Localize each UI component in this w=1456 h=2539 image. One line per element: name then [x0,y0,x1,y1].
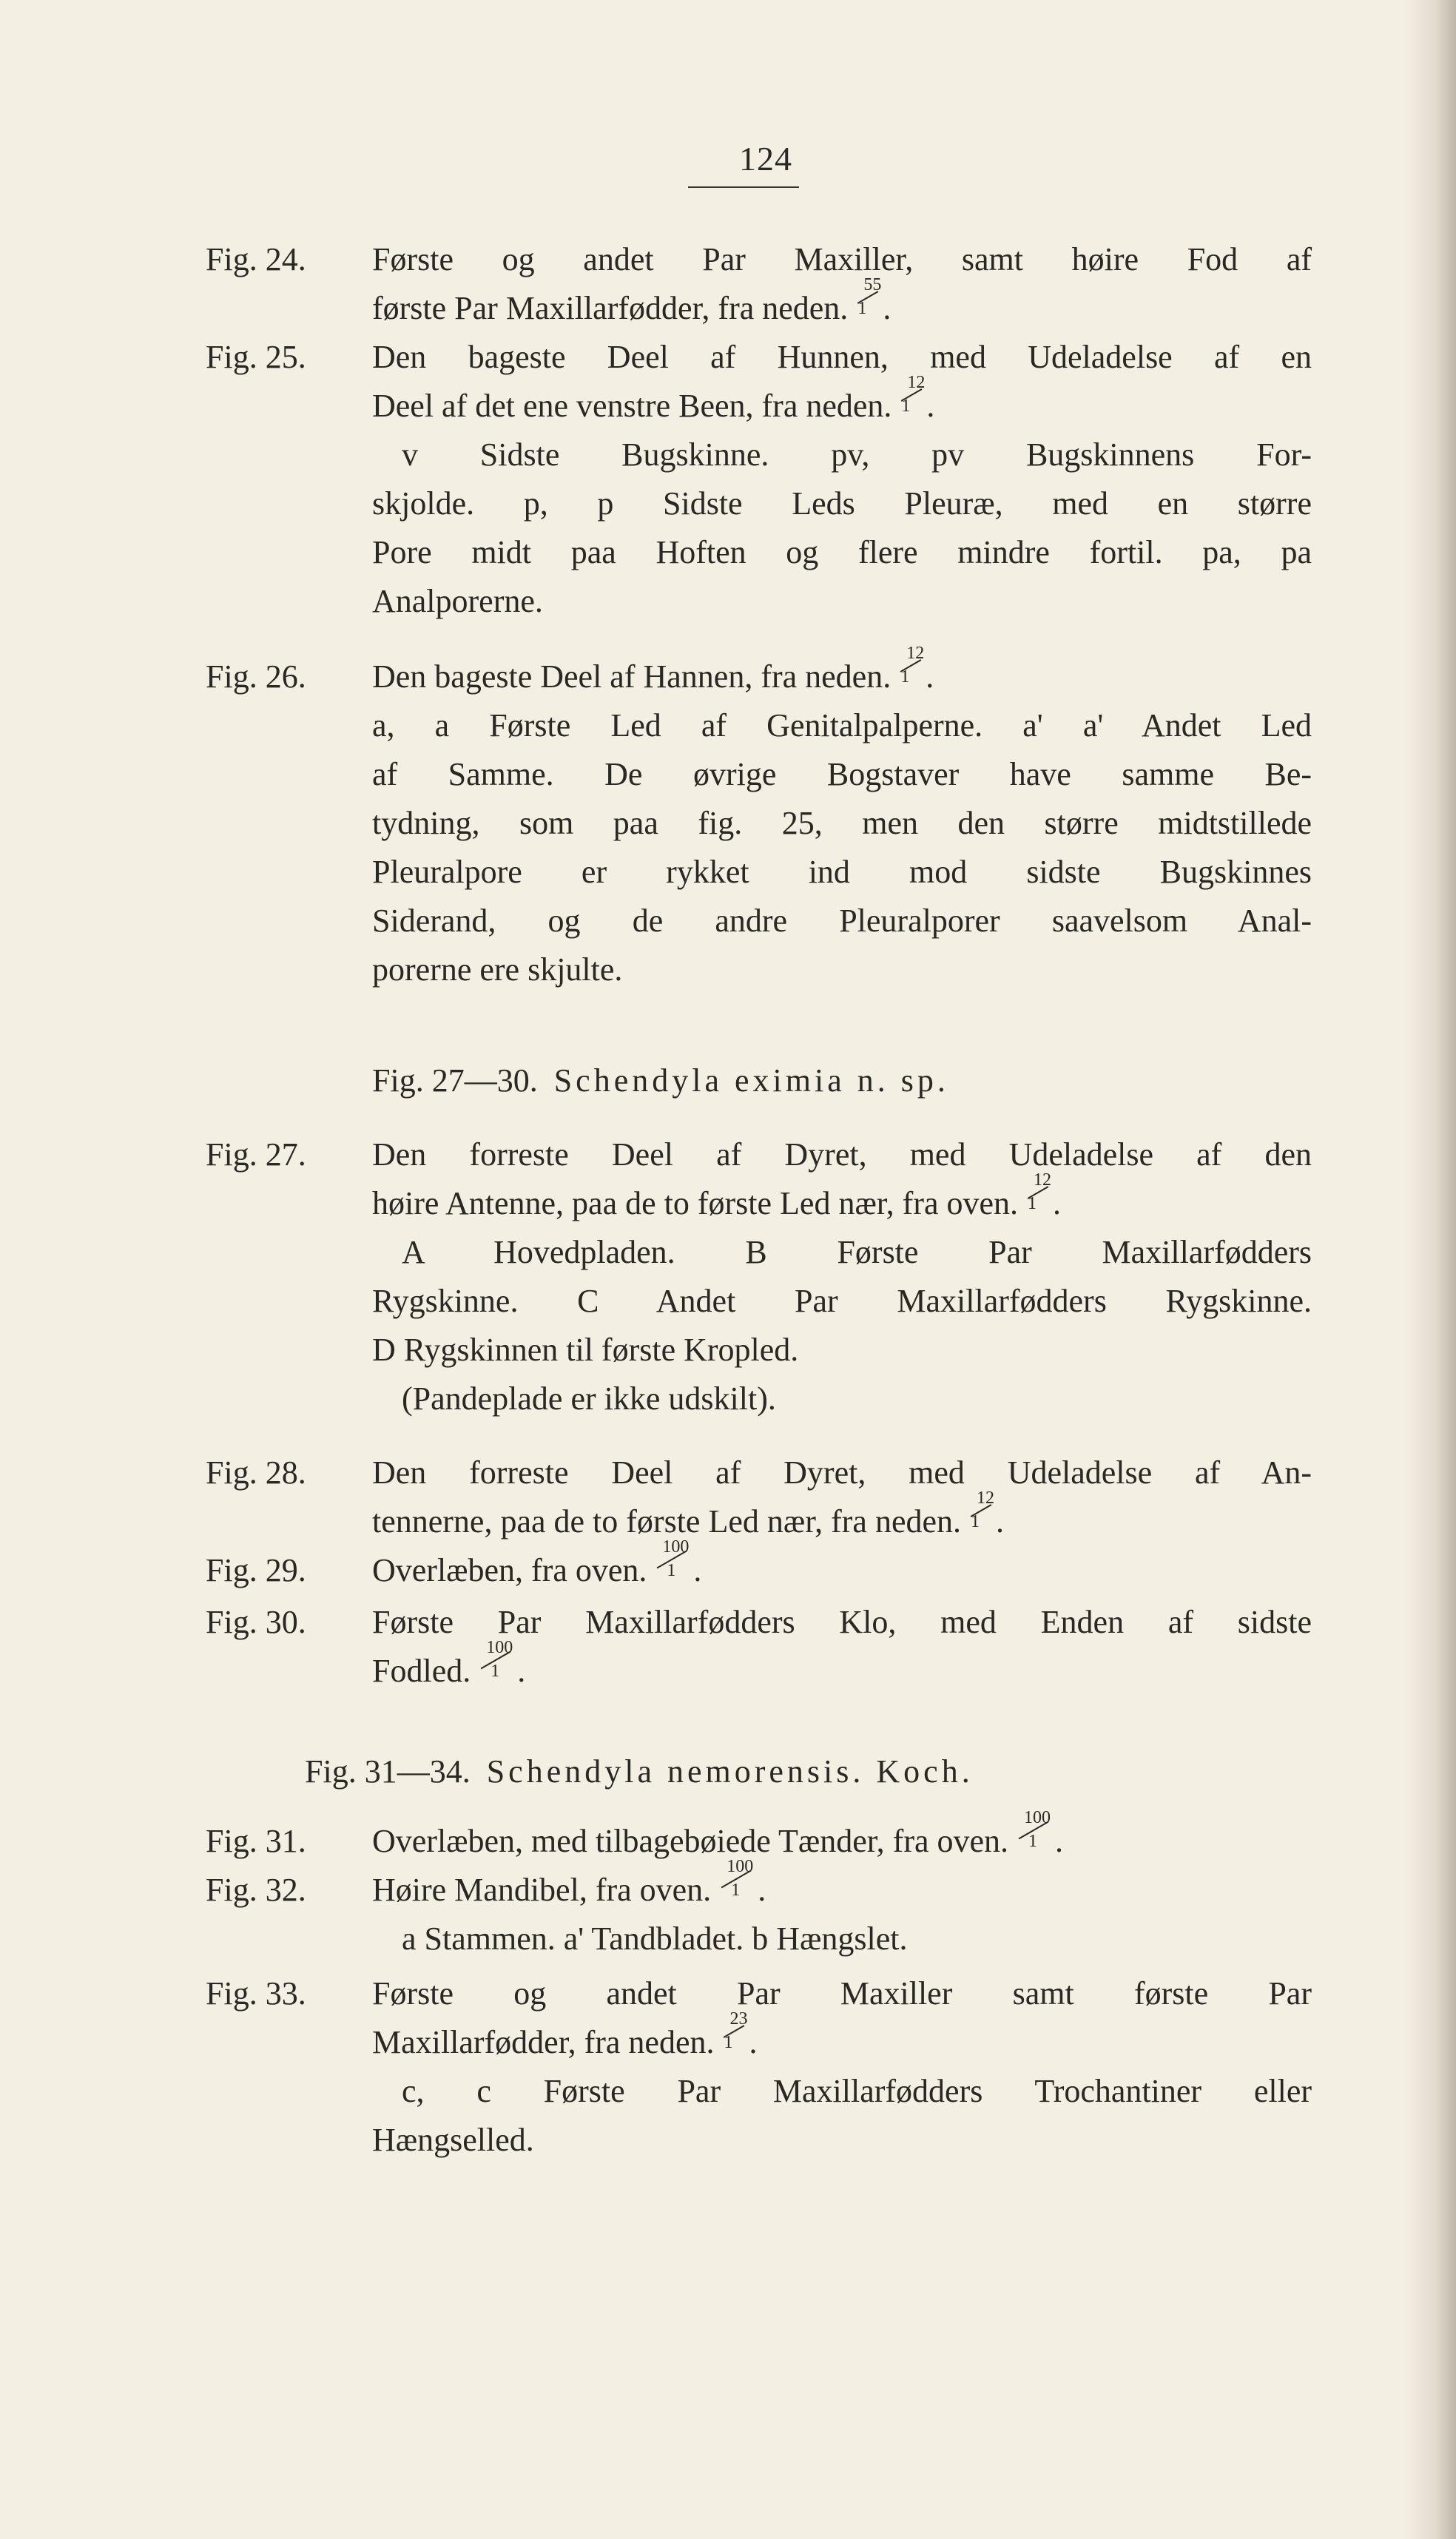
scale-numerator: 100 [486,1638,513,1657]
heading-species-name: Schendyla nemorensis. Koch. [486,1753,974,1790]
caption-line: Deel af det ene venstre Been, fra neden. 12 1 . [372,373,935,424]
caption-line: Analporerne. [372,583,543,619]
scale-denominator: 1 [901,397,911,416]
scale-denominator: 1 [1028,1832,1038,1851]
caption-text: Den bageste Deel af Hannen, fra neden. [372,658,892,695]
section-heading-schendyla-eximia [372,1056,949,1105]
caption-line: første Par Maxillarfødder, fra neden. 55 1 . [372,275,892,326]
caption-line: Første Par Maxillarfødders Klo, med Enden af sidste [372,1604,1312,1640]
caption-line: høire Antenne, paa de to første Led nær, fra oven. 12 1 . [372,1170,1062,1221]
scale-denominator: 1 [491,1662,500,1681]
caption-line: v Sidste Bugskinne. pv, pv Bugskinnens For- [402,436,1312,473]
scale-denominator: 1 [667,1561,676,1580]
figure-label: Fig. 30. [206,1604,306,1640]
scale-fraction [1026,1170,1053,1214]
caption-line: Overlæben, med tilbagebøiede Tænder, fra oven. 100 1 . [372,1808,1064,1859]
figure-caption [372,644,1312,994]
scale-numerator: 100 [662,1537,690,1557]
caption-text: Maxillarfødder, fra neden. [372,2024,715,2060]
heading-figure-range: Fig. 27—30. [372,1062,538,1099]
scale-fraction [1017,1808,1055,1852]
figure-label: Fig. 28. [206,1454,306,1491]
caption-line: Pleuralpore er rykket ind mod sidste Bugskinnes [372,854,1312,890]
figure-caption [372,1808,1312,1866]
caption-line: Hængselled. [372,2122,534,2158]
page-number-rule [688,186,799,188]
figure-label: Fig. 25. [206,339,306,375]
figure-caption [372,235,1312,333]
page-edge-shadow [1404,0,1456,2539]
scale-fraction [655,1537,693,1581]
scale-fraction [900,373,926,417]
caption-text: høire Antenne, paa de to første Led nær, fra oven. [372,1185,1019,1221]
scale-numerator: 55 [863,275,882,294]
caption-line: D Rygskinnen til første Kropled. [372,1332,799,1368]
section-heading-schendyla-nemorensis [305,1747,974,1796]
scale-numerator: 23 [729,2009,748,2029]
caption-line: porerne ere skjulte. [372,951,623,988]
caption-line: Den bageste Deel af Hunnen, med Udeladelse af en [372,339,1312,375]
caption-line: Overlæben, fra oven. 100 1 . [372,1537,702,1588]
caption-text: Overlæben, med tilbagebøiede Tænder, fra oven. [372,1823,1009,1859]
caption-line: Fodled. 100 1 . [372,1638,526,1689]
caption-line: Den forreste Deel af Dyret, med Udeladelse af den [372,1136,1312,1173]
scale-numerator: 100 [1024,1808,1051,1827]
scale-numerator: 12 [977,1488,994,1508]
caption-line: Den bageste Deel af Hannen, fra neden. 12 1 . [372,644,934,695]
caption-line: Første og andet Par Maxiller samt første Par [372,1975,1312,2012]
scale-numerator: 12 [1034,1170,1052,1190]
caption-line: c, c Første Par Maxillarfødders Trochantiner eller [402,2073,1312,2109]
figure-label: Fig. 31. [206,1823,306,1859]
figure-caption [372,1598,1312,1696]
figure-caption [372,1537,1312,1595]
scale-fraction [479,1638,517,1682]
caption-line: Maxillarfødder, fra neden. 23 1 . [372,2009,758,2060]
caption-line: af Samme. De øvrige Bogstaver have samme Be- [372,756,1312,792]
scale-numerator: 12 [906,644,925,663]
caption-line: a, a Første Led af Genitalpalperne. a' a' Andet Led [372,707,1312,744]
scale-denominator: 1 [900,667,910,687]
caption-text: Deel af det ene venstre Been, fra neden. [372,388,892,424]
caption-line: Høire Mandibel, fra oven. 100 1 . [372,1857,766,1908]
figure-label: Fig. 29. [206,1552,306,1588]
caption-text: tennerne, paa de to første Led nær, fra neden. [372,1503,961,1540]
figure-label: Fig. 33. [206,1975,306,2012]
scale-fraction [899,644,926,687]
caption-line: Rygskinne. C Andet Par Maxillarfødders Rygskinne. [372,1283,1312,1319]
scale-fraction [722,2009,749,2053]
heading-species-name: Schendyla eximia n. sp. [553,1062,949,1099]
scale-numerator: 100 [727,1857,754,1876]
scale-fraction [969,1488,996,1532]
scale-denominator: 1 [971,1512,980,1531]
caption-line: A Hovedpladen. B Første Par Maxillarfødders [402,1234,1312,1270]
figure-caption [372,1857,1312,1963]
figure-caption [372,333,1312,626]
caption-line: (Pandeplade er ikke udskilt). [402,1380,776,1417]
scale-numerator: 12 [907,373,926,392]
caption-line: Siderand, og de andre Pleuralporer saavelsom Anal- [372,903,1312,939]
caption-text: første Par Maxillarfødder, fra neden. [372,290,849,326]
heading-figure-range: Fig. 31—34. [305,1753,471,1790]
caption-line: tydning, som paa fig. 25, men den større midtstillede [372,805,1312,841]
caption-line: skjolde. p, p Sidste Leds Pleuræ, med en større [372,485,1312,522]
caption-line: Første og andet Par Maxiller, samt høire Fod af [372,241,1312,277]
caption-line: Pore midt paa Hoften og flere mindre fortil. pa, pa [372,534,1312,570]
scale-denominator: 1 [731,1881,741,1900]
figure-caption [372,1449,1312,1546]
scale-denominator: 1 [724,2033,733,2052]
caption-text: Fodled. [372,1653,471,1689]
figure-caption [372,1130,1312,1423]
scale-denominator: 1 [857,299,867,318]
caption-text: Høire Mandibel, fra oven. [372,1872,712,1908]
scale-denominator: 1 [1028,1194,1037,1213]
figure-label: Fig. 32. [206,1872,306,1908]
figure-label: Fig. 26. [206,658,306,695]
caption-line: a Stammen. a' Tandbladet. b Hængslet. [402,1921,908,1957]
scale-fraction [856,275,883,319]
caption-text: Overlæben, fra oven. [372,1552,647,1588]
caption-line: Den forreste Deel af Dyret, med Udeladelse af An- [372,1454,1312,1491]
figure-label: Fig. 24. [206,241,306,277]
page-number: 124 [739,140,792,178]
scale-fraction [719,1857,758,1901]
caption-line: tennerne, paa de to første Led nær, fra neden. 12 1 . [372,1488,1004,1540]
figure-label: Fig. 27. [206,1136,306,1173]
figure-caption [372,1969,1312,2165]
